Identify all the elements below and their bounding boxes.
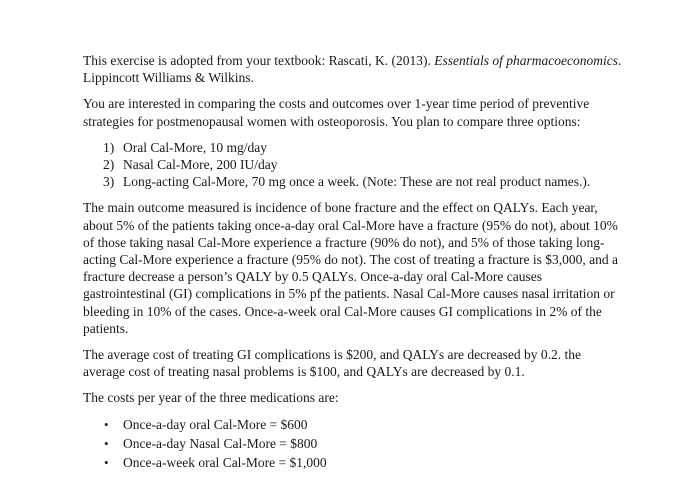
intro-paragraph: You are interested in comparing the costs and outcomes over 1-year time period of preventive strategies for postmenopausal women with osteoporosis. You plan to compare three options: xyxy=(83,96,590,129)
costs-intro: The costs per year of the three medications are: xyxy=(83,390,339,406)
option-item xyxy=(83,173,623,190)
option-item xyxy=(83,156,623,173)
citation-prefix: This exercise is adopted from your textbook: Rascati, K. (2013). xyxy=(83,53,435,68)
cost-text: Once-a-day Nasal Cal-More = $800 xyxy=(123,435,318,451)
citation-paragraph xyxy=(83,52,623,86)
option-item xyxy=(83,139,623,156)
outcome-paragraph: The main outcome measured is incidence of bone fracture and the effect on QALYs. Each year, about 5% of the patients taking once-a-day oral Cal-More have a fracture (95% do not), about 10% of those taking nasal Cal-More experience a fracture (90% do not), and 5% of those taking long-acting Cal-More experience a fracture (95% do not). The cost of treating a fracture is $3,000, and a fracture decrease a person’s QALY by 0.5 QALYs. Once-a-day oral Cal-More causes gastrointestinal (GI) complications in 5% pf the patients. Nasal Cal-More causes nasal irritation or bleeding in 10% of the cases. Once-a-week oral Cal-More causes GI complications in 2% of the patients. xyxy=(83,200,619,336)
bullet-icon: • xyxy=(104,435,109,451)
option-text: Oral Cal-More, 10 mg/day xyxy=(123,139,267,155)
option-number: 3) xyxy=(103,174,115,190)
bullet-icon: • xyxy=(104,416,109,432)
document-page xyxy=(83,52,623,473)
option-text: Long-acting Cal-More, 70 mg once a week. (Note: These are not real product names.). xyxy=(123,174,591,190)
cost-text: Once-a-day oral Cal-More = $600 xyxy=(123,416,308,432)
costs-list xyxy=(83,416,623,472)
cost-text: Once-a-week oral Cal-More = $1,000 xyxy=(123,455,327,471)
options-list xyxy=(83,139,623,191)
cost-item xyxy=(83,435,623,452)
citation-book-title: Essentials of pharmacoeconomics xyxy=(434,53,619,68)
bullet-icon: • xyxy=(104,455,109,471)
option-text: Nasal Cal-More, 200 IU/day xyxy=(123,157,278,173)
option-number: 1) xyxy=(103,139,115,155)
option-number: 2) xyxy=(103,157,115,173)
complications-paragraph: The average cost of treating GI complications is $200, and QALYs are decreased by 0.2. the average cost of treating nasal problems is $100, and QALYs are decreased by 0.1. xyxy=(83,347,581,380)
citation-publisher: . Lippincott Williams & Wilkins. xyxy=(83,53,622,86)
cost-item xyxy=(83,454,623,471)
cost-item xyxy=(83,416,623,433)
